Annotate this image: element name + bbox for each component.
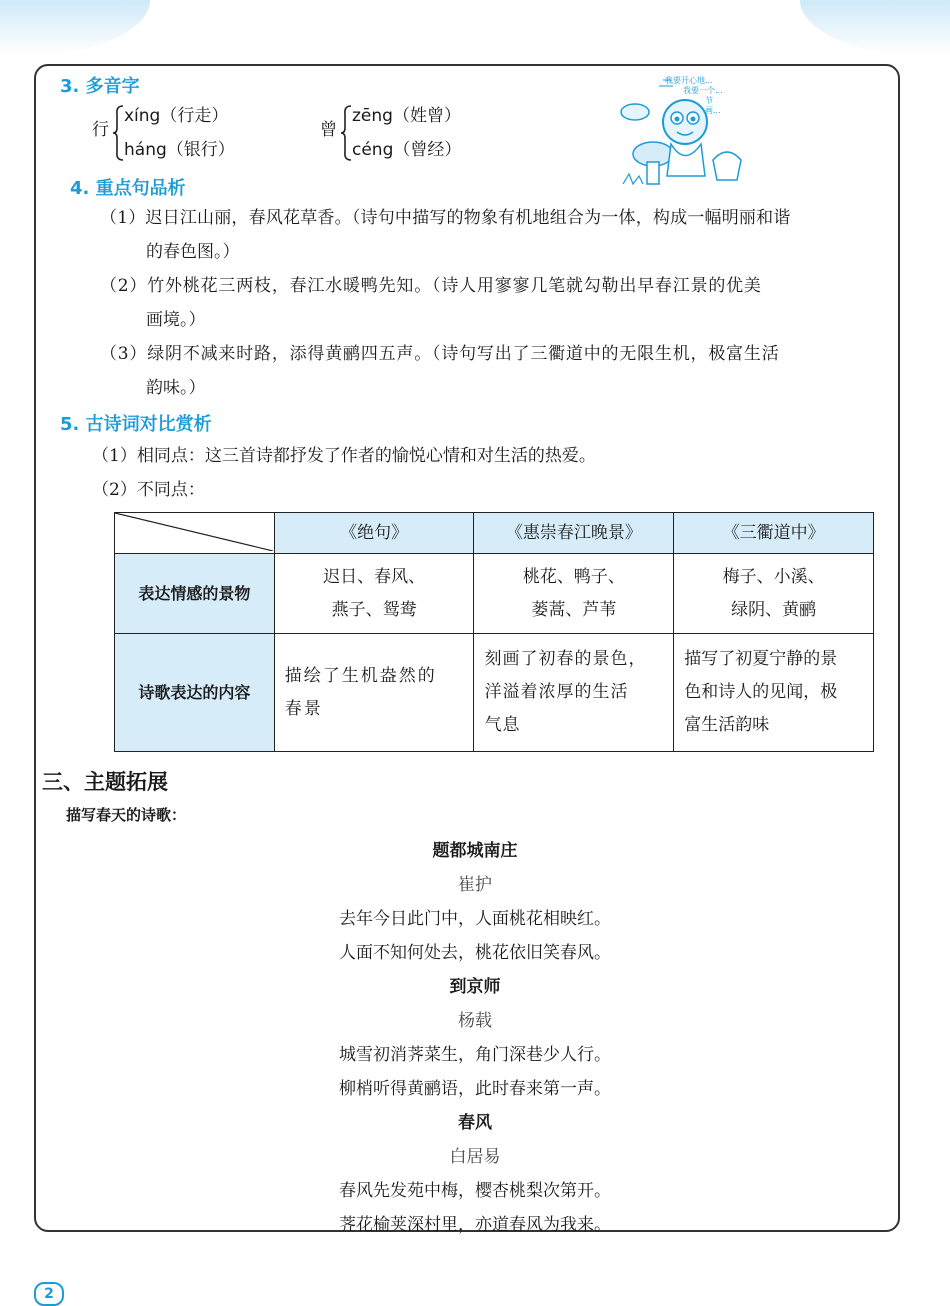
analysis-1-line1: （1）迟日江山丽，春风花草香。（诗句中描写的物象有机地组合为一体，构成一幅明丽和谐 bbox=[100, 208, 791, 228]
table-cell bbox=[674, 554, 874, 634]
row-label-scenery: 表达情感的景物 bbox=[115, 554, 275, 634]
poem-line: 去年今日此门中，人面桃花相映红。 bbox=[339, 909, 611, 929]
cell-line: 洋溢着浓厚的生活 bbox=[484, 682, 629, 702]
similarity-text: （1）相同点：这三首诗都抒发了作者的愉悦心情和对生活的热爱。 bbox=[92, 446, 596, 466]
spring-poems-subtitle: 描写春天的诗歌： bbox=[66, 806, 187, 824]
poem-title: 题都城南庄 bbox=[432, 841, 518, 861]
comparison-table bbox=[114, 512, 874, 752]
cell-line: 富生活韵味 bbox=[684, 715, 770, 735]
reading-ceng: céng（曾经） bbox=[352, 140, 462, 160]
cell-line: 绿阴、黄鹂 bbox=[731, 599, 817, 620]
reading-hang: háng（银行） bbox=[124, 140, 235, 160]
table-row bbox=[115, 554, 874, 634]
polyphone-char-xing: 行 bbox=[92, 120, 109, 140]
table-cell bbox=[474, 554, 674, 634]
analysis-3-line2: 韵味。） bbox=[146, 378, 206, 398]
poem-line: 柳梢听得黄鹂语，此时春来第一声。 bbox=[339, 1079, 611, 1099]
cell-line: 色和诗人的见闻，极 bbox=[684, 682, 838, 702]
analysis-2-line1: （2）竹外桃花三两枝，春江水暖鸭先知。（诗人用寥寥几笔就勾勒出早春江景的优美 bbox=[100, 276, 762, 296]
analysis-3-line1: （3）绿阴不减来时路，添得黄鹂四五声。（诗句写出了三衢道中的无限生机，极富生活 bbox=[100, 344, 780, 364]
cell-line: 气息 bbox=[484, 715, 521, 735]
poem-author: 崔护 bbox=[458, 875, 492, 895]
top-left-decoration bbox=[0, 0, 150, 60]
cell-line: 蒌蒿、芦苇 bbox=[531, 599, 617, 620]
cell-line: 梅子、小溪、 bbox=[722, 566, 825, 587]
mascot-caption-line: 画... bbox=[705, 106, 721, 115]
table-header-cell: 《惠崇春江晚景》 bbox=[474, 513, 674, 554]
cell-line: 燕子、鸳鸯 bbox=[331, 599, 417, 620]
section-5-title: 5. 古诗词对比赏析 bbox=[60, 414, 212, 435]
cell-line: 刻画了初春的景色， bbox=[484, 649, 647, 669]
reading-zeng: zēng（姓曾） bbox=[352, 106, 461, 126]
cell-line: 描绘了生机盎然的 bbox=[284, 665, 437, 686]
brace-2 bbox=[340, 104, 352, 162]
cell-line: 迟日、春风、 bbox=[323, 566, 426, 587]
poem-line: 春风先发苑中梅，樱杏桃梨次第开。 bbox=[339, 1181, 611, 1201]
row-label-content: 诗歌表达的内容 bbox=[115, 634, 275, 752]
cell-line: 春景 bbox=[284, 698, 323, 719]
section-3-title: 3. 多音字 bbox=[60, 76, 140, 97]
analysis-1-line2: 的春色图。） bbox=[146, 242, 240, 262]
cell-line: 描写了初夏宁静的景 bbox=[684, 649, 838, 669]
top-right-decoration bbox=[800, 0, 950, 60]
table-header-cell: 《绝句》 bbox=[274, 513, 474, 554]
table-cell bbox=[274, 554, 474, 634]
cell-line: 桃花、鸭子、 bbox=[522, 566, 625, 587]
mascot-caption-line: 节 bbox=[705, 96, 713, 105]
poem-line: 荠花榆荚深村里，亦道春风为我来。 bbox=[339, 1215, 611, 1235]
analysis-2-line2: 画境。） bbox=[146, 310, 206, 330]
brace-1 bbox=[112, 104, 124, 162]
table-row bbox=[115, 634, 874, 752]
mascot-caption-line: 我要一个... bbox=[683, 86, 723, 95]
poem-line: 人面不知何处去，桃花依旧笑春风。 bbox=[339, 943, 611, 963]
poem-title: 到京师 bbox=[449, 977, 501, 997]
table-corner-cell bbox=[115, 513, 275, 554]
table-cell bbox=[674, 634, 874, 752]
section-4-title: 4. 重点句品析 bbox=[70, 178, 186, 199]
polyphone-char-zeng: 曾 bbox=[320, 120, 337, 140]
table-header-row bbox=[115, 513, 874, 554]
poem-author: 杨载 bbox=[458, 1011, 492, 1031]
poem-line: 城雪初消荠菜生，角门深巷少人行。 bbox=[339, 1045, 611, 1065]
table-cell bbox=[474, 634, 674, 752]
mascot-caption-line: 我要开心地... bbox=[665, 76, 713, 85]
mascot-caption bbox=[665, 76, 745, 116]
table-cell bbox=[274, 634, 474, 752]
poem-author: 白居易 bbox=[449, 1147, 501, 1167]
page-number: 2 bbox=[34, 1282, 64, 1306]
reading-xing: xíng（行走） bbox=[124, 106, 229, 126]
difference-label: （2）不同点： bbox=[92, 480, 205, 500]
part-3-heading: 三、主题拓展 bbox=[42, 770, 168, 794]
poem-title: 春风 bbox=[458, 1113, 492, 1133]
table-header-cell: 《三衢道中》 bbox=[674, 513, 874, 554]
